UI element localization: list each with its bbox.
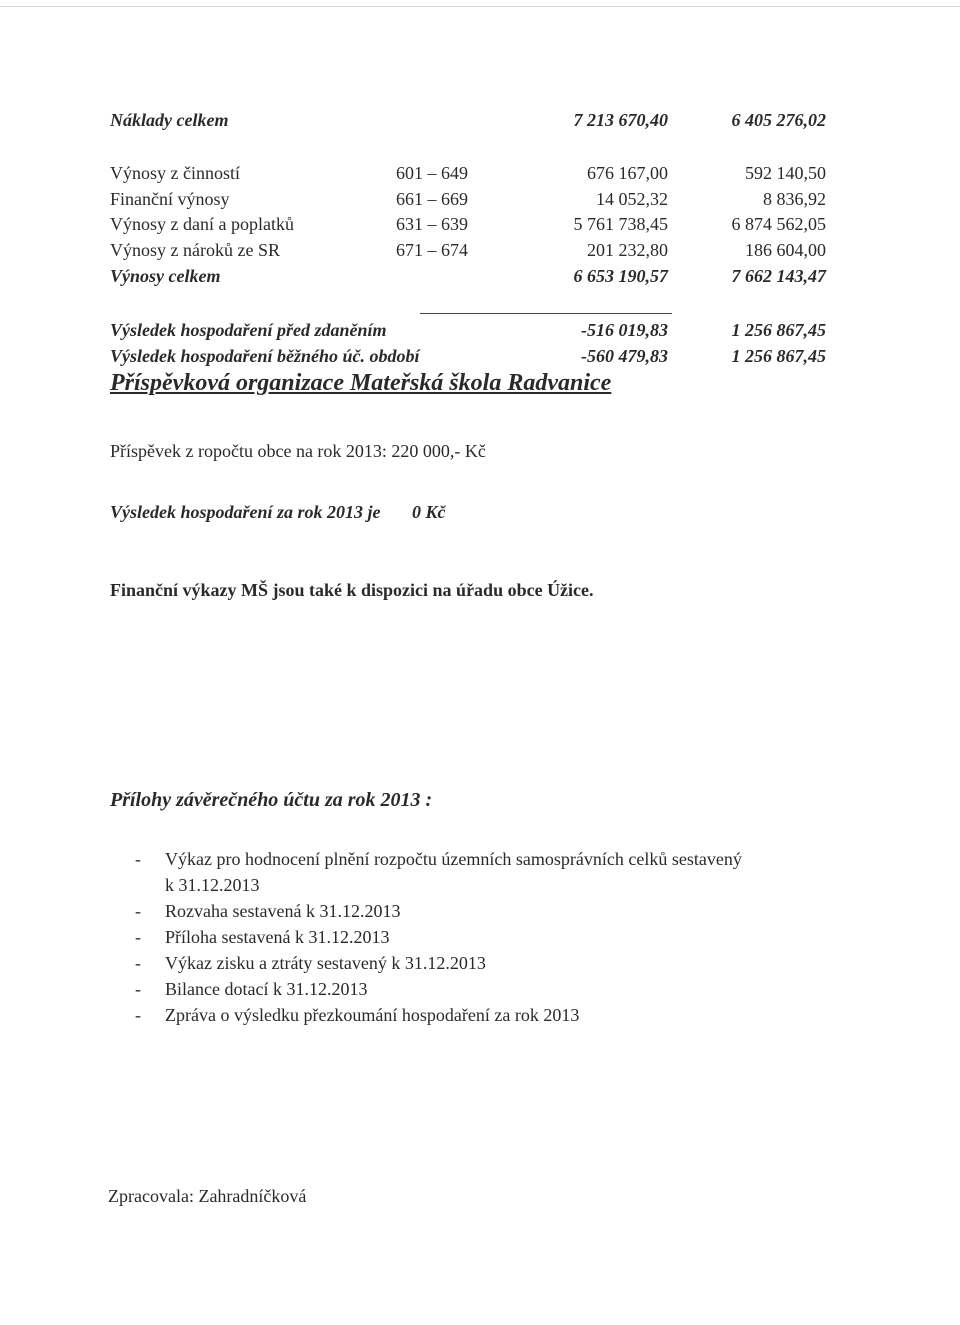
list-dash: - bbox=[135, 849, 141, 869]
vynosy-row-2012: 6 874 562,05 bbox=[731, 214, 826, 234]
vynosy-row-codes: 671 – 674 bbox=[396, 240, 468, 260]
list-item bbox=[135, 976, 745, 1002]
list-dash: - bbox=[135, 953, 141, 973]
separator-line bbox=[420, 313, 672, 314]
vysledek-bezne-2013: -560 479,83 bbox=[581, 346, 668, 366]
vynosy-row-codes: 601 – 649 bbox=[396, 163, 468, 183]
zpracovala-text: Zpracovala: Zahradníčková bbox=[108, 1186, 307, 1206]
naklady-label: Náklady celkem bbox=[110, 110, 229, 130]
prilohy-heading: Přílohy závěrečného účtu za rok 2013 : bbox=[110, 789, 433, 811]
vynosy-row-2012: 186 604,00 bbox=[745, 240, 826, 260]
list-item-text: Rozvaha sestavená k 31.12.2013 bbox=[165, 901, 401, 921]
list-item bbox=[135, 1002, 745, 1028]
vynosy-row-2013: 5 761 738,45 bbox=[573, 214, 668, 234]
vynosy-row-codes: 661 – 669 bbox=[396, 189, 468, 209]
vynosy-celkem-2013: 6 653 190,57 bbox=[573, 266, 668, 286]
vynosy-celkem-label: Výnosy celkem bbox=[110, 266, 221, 286]
vysledek-pred-2012: 1 256 867,45 bbox=[731, 320, 826, 340]
list-item-text: Výkaz pro hodnocení plnění rozpočtu územních samosprávních celků sestavený k 31.12.2013 bbox=[165, 849, 742, 895]
naklady-2012: 6 405 276,02 bbox=[731, 110, 826, 130]
vynosy-row-2013: 676 167,00 bbox=[587, 163, 668, 183]
list-dash: - bbox=[135, 901, 141, 921]
vysledek-pred-2013: -516 019,83 bbox=[581, 320, 668, 340]
vynosy-celkem-2012: 7 662 143,47 bbox=[731, 266, 826, 286]
list-item-text: Výkaz zisku a ztráty sestavený k 31.12.2013 bbox=[165, 953, 486, 973]
list-item-text: Příloha sestavená k 31.12.2013 bbox=[165, 927, 390, 947]
vykazy-note: Finanční výkazy MŠ jsou také k dispozici na úřadu obce Úžice. bbox=[110, 580, 594, 600]
list-dash: - bbox=[135, 927, 141, 947]
vynosy-row-2012: 592 140,50 bbox=[745, 163, 826, 183]
list-item bbox=[135, 846, 745, 898]
vynosy-row-2013: 14 052,32 bbox=[596, 189, 668, 209]
list-item-text: Zpráva o výsledku přezkoumání hospodaření za rok 2013 bbox=[165, 1005, 580, 1025]
vysledek-bezne-label: Výsledek hospodaření běžného úč. období bbox=[110, 346, 420, 366]
vysledek-rok-value: 0 Kč bbox=[412, 502, 446, 522]
vynosy-row-codes: 631 – 639 bbox=[396, 214, 468, 234]
list-item bbox=[135, 898, 745, 924]
list-dash: - bbox=[135, 1005, 141, 1025]
scan-top-edge bbox=[0, 6, 960, 7]
list-item bbox=[135, 924, 745, 950]
naklady-2013: 7 213 670,40 bbox=[573, 110, 668, 130]
prilohy-list bbox=[135, 846, 745, 1028]
vysledek-pred-label: Výsledek hospodaření před zdaněním bbox=[110, 320, 387, 340]
vynosy-row-2012: 8 836,92 bbox=[763, 189, 826, 209]
vynosy-row-label: Výnosy z daní a poplatků bbox=[110, 214, 294, 234]
vynosy-row-label: Výnosy z nároků ze SR bbox=[110, 240, 280, 260]
list-item bbox=[135, 950, 745, 976]
org-heading: Příspěvková organizace Mateřská škola Radvanice bbox=[110, 370, 612, 396]
prispevek-text: Příspěvek z ropočtu obce na rok 2013: 220 000,- Kč bbox=[110, 441, 486, 461]
vysledek-bezne-2012: 1 256 867,45 bbox=[731, 346, 826, 366]
vysledek-rok-label: Výsledek hospodaření za rok 2013 je bbox=[110, 502, 381, 522]
vynosy-row-label: Finanční výnosy bbox=[110, 189, 230, 209]
list-dash: - bbox=[135, 979, 141, 999]
vynosy-row-label: Výnosy z činností bbox=[110, 163, 240, 183]
vynosy-row-2013: 201 232,80 bbox=[587, 240, 668, 260]
list-item-text: Bilance dotací k 31.12.2013 bbox=[165, 979, 368, 999]
